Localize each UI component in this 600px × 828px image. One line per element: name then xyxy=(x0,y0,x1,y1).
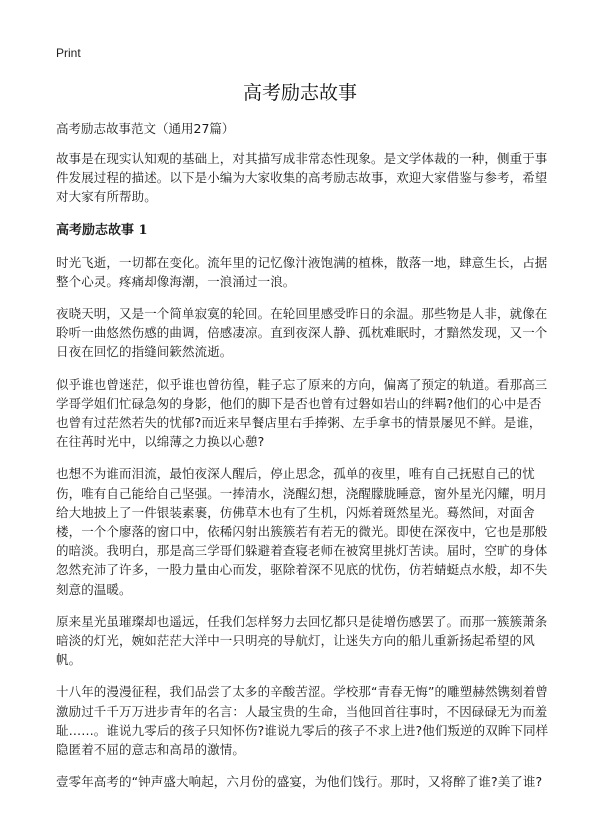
intro-paragraph: 故事是在现实认知观的基础上，对其描写成非常态性现象。是文学体裁的一种，侧重于事件发展过程的描述。以下是小编为大家收集的高考励志故事，欢迎大家借鉴与参考，希望对大家有所帮助。 xyxy=(56,151,548,205)
story-paragraph: 似乎谁也曾迷茫，似乎谁也曾彷徨，鞋子忘了原来的方向，偏离了预定的轨道。看那高三学哥学姐们忙碌急匆的身影，他们的脚下是否也曾有过磐如岩山的绊羁?他们的心中是否也曾有过茫然若失的忧郁?而近来早餐店里右手捧粥、左手拿书的情景屡见不鲜。是谁，在往苒时光中，以绵薄之力换以心憩? xyxy=(56,376,548,450)
article-subtitle: 高考励志故事范文（通用27篇） xyxy=(56,121,235,136)
section-heading: 高考励志故事 1 xyxy=(56,222,148,238)
story-paragraph: 夜晓天明，又是一个简单寂寞的轮回。在轮回里感受昨日的余温。那些物是人非，就像在聆听一曲悠然伤感的曲调，倍感凄凉。直到夜深人静、孤枕难眠时，才黯然发现，又一个日夜在回忆的指缝间簌然流逝。 xyxy=(56,306,548,360)
article-body xyxy=(56,120,552,804)
story-paragraph: 原来星光虽璀璨却也遥远，任我们怎样努力去回忆都只是徒增伤感罢了。而那一簇簇萧条暗淡的灯光，婉如茫茫大洋中一只明亮的导航灯，让迷失方向的船儿重新扬起希望的风帆。 xyxy=(56,613,548,668)
page-title: 高考励志故事 xyxy=(242,82,357,104)
story-paragraph: 时光飞逝，一切都在变化。流年里的记忆像汁液饱满的植株，散落一地，肆意生长，占据整个心灵。疼痛却像海潮，一浪涌过一浪。 xyxy=(56,254,548,289)
print-link[interactable]: Print xyxy=(56,46,81,60)
story-paragraph: 十八年的漫漫征程，我们品尝了太多的辛酸苦涩。学校那“青春无悔”的雕塑赫然镌刻着曾激励过千千万万进步青年的名言：人最宝贵的生命，当他回首往事时，不因碌碌无为而羞耻……。谁说九零后的孩子只知怀伤?谁说九零后的孩子不求上进?他们叛逆的双眸下同样隐匿着不屈的意志和高昂的激情。 xyxy=(56,684,549,758)
story-paragraph: 壹零年高考的“钟声盛大响起，六月份的盛宴，为他们饯行。那时，又将醉了谁?美了谁? xyxy=(56,774,543,790)
story-paragraph: 也想不为谁而泪流，最怕夜深人醒后，停止思念，孤单的夜里，唯有自己抚慰自己的忧伤，唯有自己能给自己坚强。一捧清水，浇醒幻想，浇醒朦胧睡意，窗外星光闪耀，明月给大地披上了一件银装素裹，仿佛草木也有了生机，闪烁着斑然星光。蓦然间，对面舍楼，一个个廖落的窗口中，依稀闪射出簇簇若有若无的微光。即使在深夜中，它也是那般的暗淡。我明白，那是高三学哥们躲避着查寝老师在被窝里挑灯苦读。届时，空旷的身体忽然充沛了许多，一股力量由心而发，驱除着深不见底的忧伤，仿若蜻蜓点水般，却不失刻意的温暖。 xyxy=(56,466,548,597)
